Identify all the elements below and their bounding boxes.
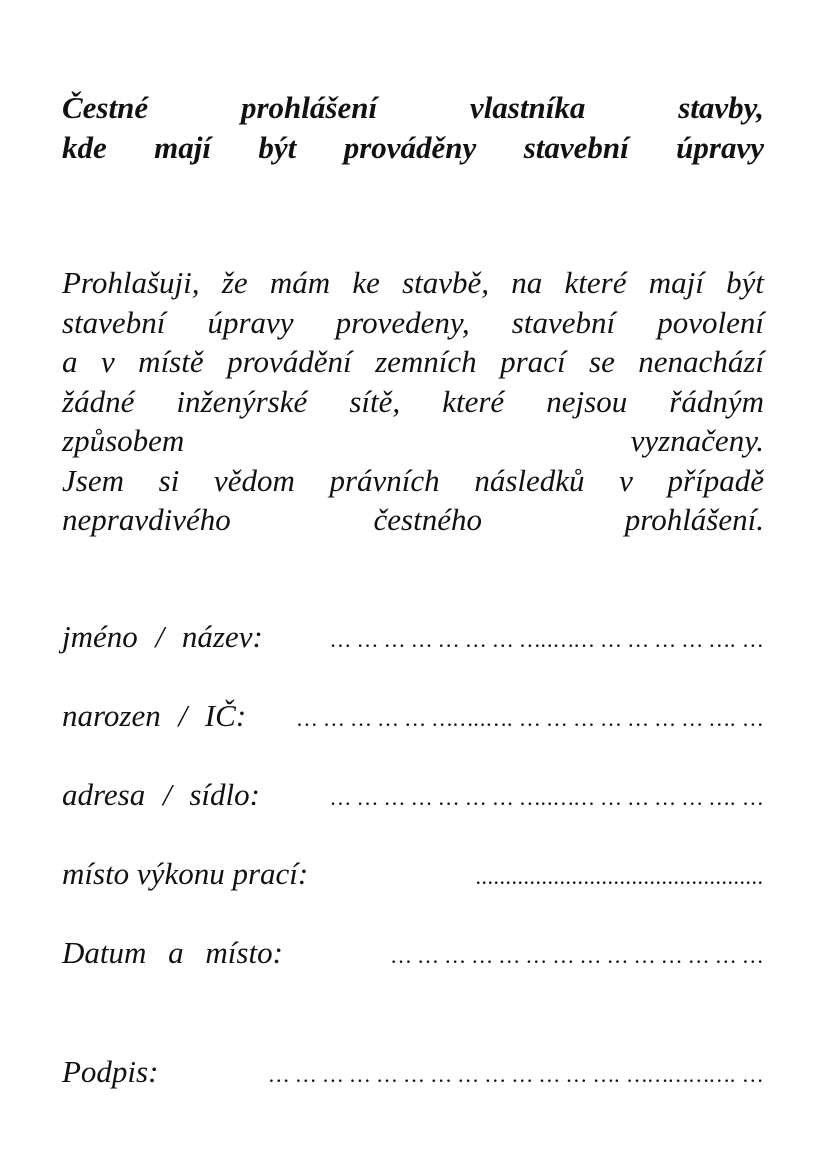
declaration-line: Prohlašuji, že mám ke stavbě, na které mají být: [62, 265, 764, 300]
place-of-work-fill-line[interactable]: ................................................: [476, 863, 764, 889]
document-title: [62, 88, 764, 168]
declaration-line: stavební úpravy provedeny, stavební povolení: [62, 304, 764, 340]
address-label: adresa / sídlo:: [62, 776, 260, 812]
declaration-line: nepravdivého čestného prohlášení.: [62, 502, 764, 537]
born-field[interactable]: [62, 698, 764, 777]
signature-label: Podpis:: [62, 1053, 159, 1089]
form-fields: [62, 619, 764, 1133]
declaration-line: a v místě provádění zemních prací se nenachází: [62, 344, 764, 379]
signature-field[interactable]: [62, 1054, 764, 1133]
declaration-line: žádné inženýrské sítě, které nejsou řádným: [62, 383, 764, 419]
name-label: jméno / název:: [62, 618, 263, 654]
date-place-field[interactable]: [62, 935, 764, 1014]
place-of-work-label: místo výkonu prací:: [62, 855, 309, 891]
title-line-1: Čestné prohlášení vlastníka stavby,: [62, 90, 764, 125]
date-place-label: Datum a místo:: [62, 934, 283, 970]
name-fill-line[interactable]: … … … … … … … …..…… … … … … …. …: [331, 626, 764, 652]
address-field[interactable]: [62, 777, 764, 856]
name-field[interactable]: [62, 619, 764, 698]
address-fill-line[interactable]: … … … … … … … …..…… … … … … …. …: [331, 784, 764, 810]
declaration-page: [62, 88, 764, 1133]
declaration-text: [62, 263, 764, 540]
born-label: narozen / IČ:: [62, 697, 247, 733]
date-place-fill-line[interactable]: … … … … … … … … … … … … … …: [391, 942, 764, 968]
place-of-work-field[interactable]: [62, 856, 764, 935]
signature-fill-line[interactable]: … … … … … … … … … … … … …. ……………. …: [269, 1061, 764, 1087]
title-line-2: kde mají být prováděny stavební úpravy: [62, 130, 764, 165]
declaration-line: Jsem si vědom právních následků v případě: [62, 462, 764, 498]
born-fill-line[interactable]: … … … … … ……..…. … … … … … … … …. …: [297, 705, 764, 731]
declaration-line: způsobem vyznačeny.: [62, 423, 764, 458]
